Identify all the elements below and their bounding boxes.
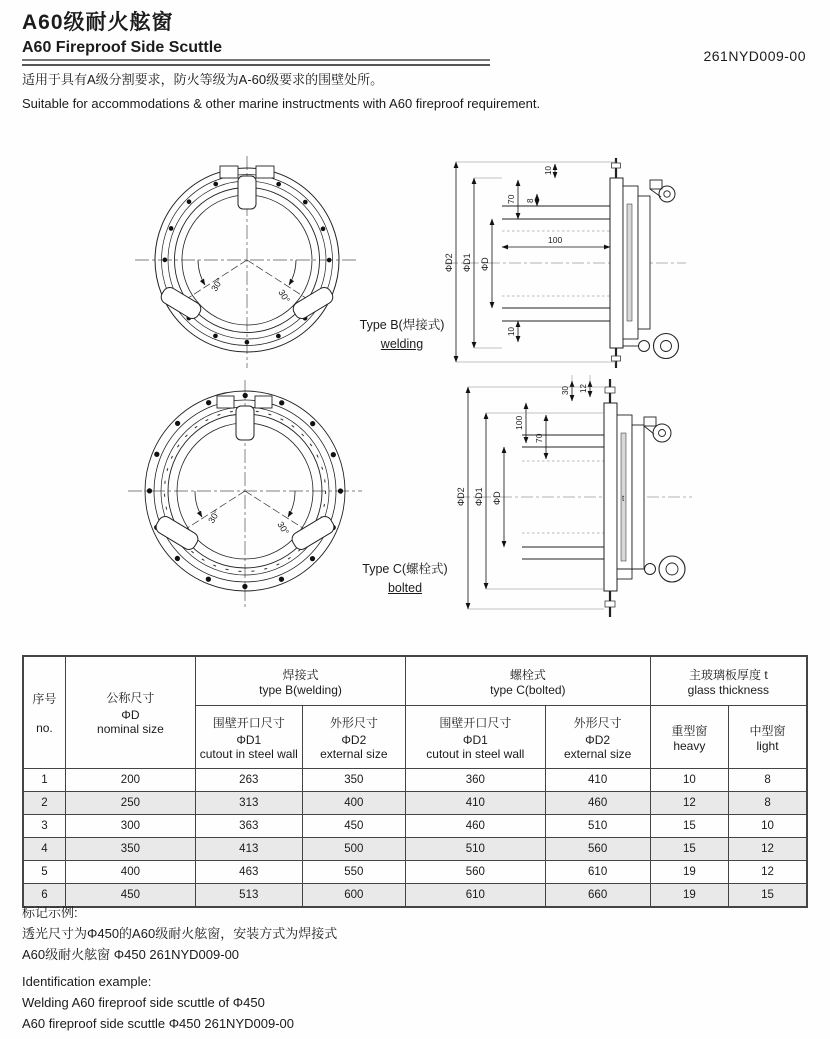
b-cutout-en: cutout in steel wall [199, 746, 298, 761]
table-cell: 560 [545, 838, 650, 861]
table-cell: 3 [23, 815, 65, 838]
col-header-b-cutout [195, 706, 302, 769]
b-external-sym: ΦD2 [341, 732, 367, 747]
nominal-zh: 公称尺寸 [106, 691, 155, 705]
table-row [23, 861, 807, 884]
c-cutout-zh: 围壁开口尺寸 [439, 715, 512, 730]
table-cell: 19 [650, 884, 728, 908]
c-cutout-en: cutout in steel wall [426, 746, 525, 761]
type-b-subtitle: welding [380, 336, 424, 351]
stud-bottom [612, 348, 621, 368]
table-cell: 4 [23, 838, 65, 861]
dim-label: 100 [514, 415, 524, 430]
table-cell: 19 [650, 861, 728, 884]
table-cell: 5 [23, 861, 65, 884]
table-cell: 410 [406, 792, 546, 815]
type-c-subtitle: bolted [387, 580, 423, 595]
b-cutout-zh: 围壁开口尺寸 [212, 715, 285, 730]
intro-line-en: Suitable for accommodations & other marine instructments with A60 fireproof requirement. [22, 96, 541, 112]
table-cell: 460 [545, 792, 650, 815]
type-c-title: Type C(螺栓式) [362, 562, 448, 576]
table-cell: 350 [65, 838, 195, 861]
document-code: 261NYD009-00 [703, 48, 806, 64]
table-cell: 200 [65, 769, 195, 792]
type-b-front-drawing [132, 152, 362, 372]
coaming-lines [502, 206, 610, 321]
glass-en: glass thickness [687, 682, 770, 697]
bolted-en: type C(bolted) [490, 682, 566, 697]
type-c-front-drawing [125, 376, 365, 611]
glass-pane [627, 204, 632, 321]
bolt-stud-bottom [605, 591, 615, 617]
intro-text [22, 68, 782, 116]
table-cell: 500 [302, 838, 405, 861]
frame-stack [610, 178, 650, 348]
c-external-en: external size [563, 746, 632, 761]
col-header-no-en: no. [36, 721, 53, 735]
col-header-no-zh: 序号 [32, 692, 57, 706]
light-zh: 中型窗 [749, 723, 786, 738]
table-cell: 610 [545, 861, 650, 884]
col-group-welding [195, 656, 405, 706]
table-cell: 550 [302, 861, 405, 884]
b-external-en: external size [320, 746, 388, 761]
table-cell: 660 [545, 884, 650, 908]
table-cell: 510 [545, 815, 650, 838]
col-header-light [729, 706, 807, 769]
table-cell: 363 [195, 815, 302, 838]
example-title-zh: 标记示例: [22, 905, 78, 920]
table-cell: 450 [302, 815, 405, 838]
dim-label: 10 [544, 166, 553, 175]
table-cell: 263 [195, 769, 302, 792]
angle-label: 30° [276, 287, 293, 305]
table-cell: 463 [195, 861, 302, 884]
col-header-c-external [545, 706, 650, 769]
dim-label: ΦD1 [462, 253, 472, 272]
table-cell: 6 [23, 884, 65, 908]
example-line2-en: A60 fireproof side scuttle Φ450 261NYD009-00 [22, 1015, 294, 1031]
table-cell: 12 [729, 861, 807, 884]
heavy-zh: 重型窗 [671, 723, 708, 738]
page-title-en: A60 Fireproof Side Scuttle [22, 39, 223, 56]
dim-label: t [622, 494, 625, 503]
table-cell: 460 [406, 815, 546, 838]
dim-label: ΦD2 [444, 253, 454, 272]
light-en: light [756, 738, 779, 753]
table-cell: 313 [195, 792, 302, 815]
bolted-zh: 螺栓式 [509, 667, 546, 682]
table-cell: 1 [23, 769, 65, 792]
table-cell: 450 [65, 884, 195, 908]
c-cutout-sym: ΦD1 [462, 732, 488, 747]
col-header-heavy [650, 706, 728, 769]
example-en [22, 972, 782, 1034]
angle-label: 30° [275, 519, 292, 537]
table-cell: 8 [729, 769, 807, 792]
dim-label: 70 [534, 433, 544, 443]
glass-zh: 主玻璃板厚度 t [688, 667, 768, 682]
table-cell: 410 [545, 769, 650, 792]
c-external-sym: ΦD2 [585, 732, 611, 747]
table-row [23, 769, 807, 792]
table-cell: 15 [650, 838, 728, 861]
col-header-nominal [65, 656, 195, 769]
table-row [23, 815, 807, 838]
table-cell: 2 [23, 792, 65, 815]
table-cell: 413 [195, 838, 302, 861]
example-zh [22, 903, 782, 965]
table-cell: 350 [302, 769, 405, 792]
nominal-en: nominal size [97, 722, 164, 736]
dimension-table [22, 655, 808, 908]
angle-label: 30° [206, 508, 222, 526]
table-cell: 300 [65, 815, 195, 838]
table-row [23, 792, 807, 815]
table-cell: 15 [729, 884, 807, 908]
identification-example [22, 903, 782, 1039]
dim-label: 70 [506, 194, 516, 204]
table-cell: 400 [65, 861, 195, 884]
type-c-label [345, 560, 465, 598]
nominal-sym: ΦD [121, 708, 140, 722]
table-row [23, 838, 807, 861]
col-header-b-external [302, 706, 405, 769]
table-cell: 10 [650, 769, 728, 792]
handle-left [154, 514, 201, 552]
hinge-assembly [644, 417, 671, 442]
dim-label: 8 [526, 198, 535, 203]
dim-label: 30 [561, 386, 570, 395]
title-block [22, 6, 490, 66]
handle-right [290, 514, 337, 552]
dim-label: ΦD2 [456, 487, 466, 506]
hinge-top [220, 166, 274, 209]
dim-label: ΦD [492, 491, 502, 505]
table-cell: 12 [650, 792, 728, 815]
table-cell: 8 [729, 792, 807, 815]
b-external-zh: 外形尺寸 [329, 715, 378, 730]
table-cell: 12 [729, 838, 807, 861]
table-cell: 513 [195, 884, 302, 908]
table-cell: 510 [406, 838, 546, 861]
col-group-bolted [406, 656, 651, 706]
example-line1-zh: 透光尺寸为Φ450的A60级耐火舷窗，安装方式为焊接式 [22, 925, 338, 941]
dim-label: 10 [507, 327, 516, 336]
type-b-section-drawing [440, 150, 690, 375]
table-cell: 360 [406, 769, 546, 792]
col-header-no [23, 656, 65, 769]
table-cell: 250 [65, 792, 195, 815]
dim-label: 12 [579, 384, 588, 393]
page-title-zh: A60级耐火舷窗 [22, 11, 174, 34]
drawings-area [0, 128, 830, 650]
welding-en: type B(welding) [259, 682, 342, 697]
table-cell: 15 [650, 815, 728, 838]
table-cell: 610 [406, 884, 546, 908]
dim-label: 100 [548, 235, 563, 245]
intro-line-zh: 适用于具有A级分割要求，防火等级为A-60级要求的围壁处所。 [22, 72, 384, 87]
angle-label: 30° [209, 276, 225, 294]
dimension-lines [468, 375, 604, 609]
type-b-title: Type B(焊接式) [359, 318, 445, 332]
table-cell: 10 [729, 815, 807, 838]
hinge-assembly [650, 180, 675, 202]
heavy-en: heavy [673, 738, 706, 753]
example-line1-en: Welding A60 fireproof side scuttle of Φ450 [22, 995, 265, 1011]
b-cutout-sym: ΦD1 [236, 732, 262, 747]
example-title-en: Identification example: [22, 974, 152, 990]
dim-label: ΦD [480, 257, 490, 271]
dim-label: ΦD1 [474, 487, 484, 506]
stud-top [612, 158, 621, 178]
hinge-top [217, 396, 272, 440]
table-cell: 600 [302, 884, 405, 908]
table-cell: 560 [406, 861, 546, 884]
page-header [22, 6, 808, 66]
welding-zh: 焊接式 [282, 667, 319, 682]
bolt-stud-top [605, 379, 615, 403]
col-group-glass [650, 656, 807, 706]
type-c-section-drawing [452, 373, 697, 623]
c-external-zh: 外形尺寸 [573, 715, 622, 730]
table-cell: 400 [302, 792, 405, 815]
example-line2-zh: A60级耐火舷窗 Φ450 261NYD009-00 [22, 946, 240, 962]
col-header-c-cutout [406, 706, 546, 769]
